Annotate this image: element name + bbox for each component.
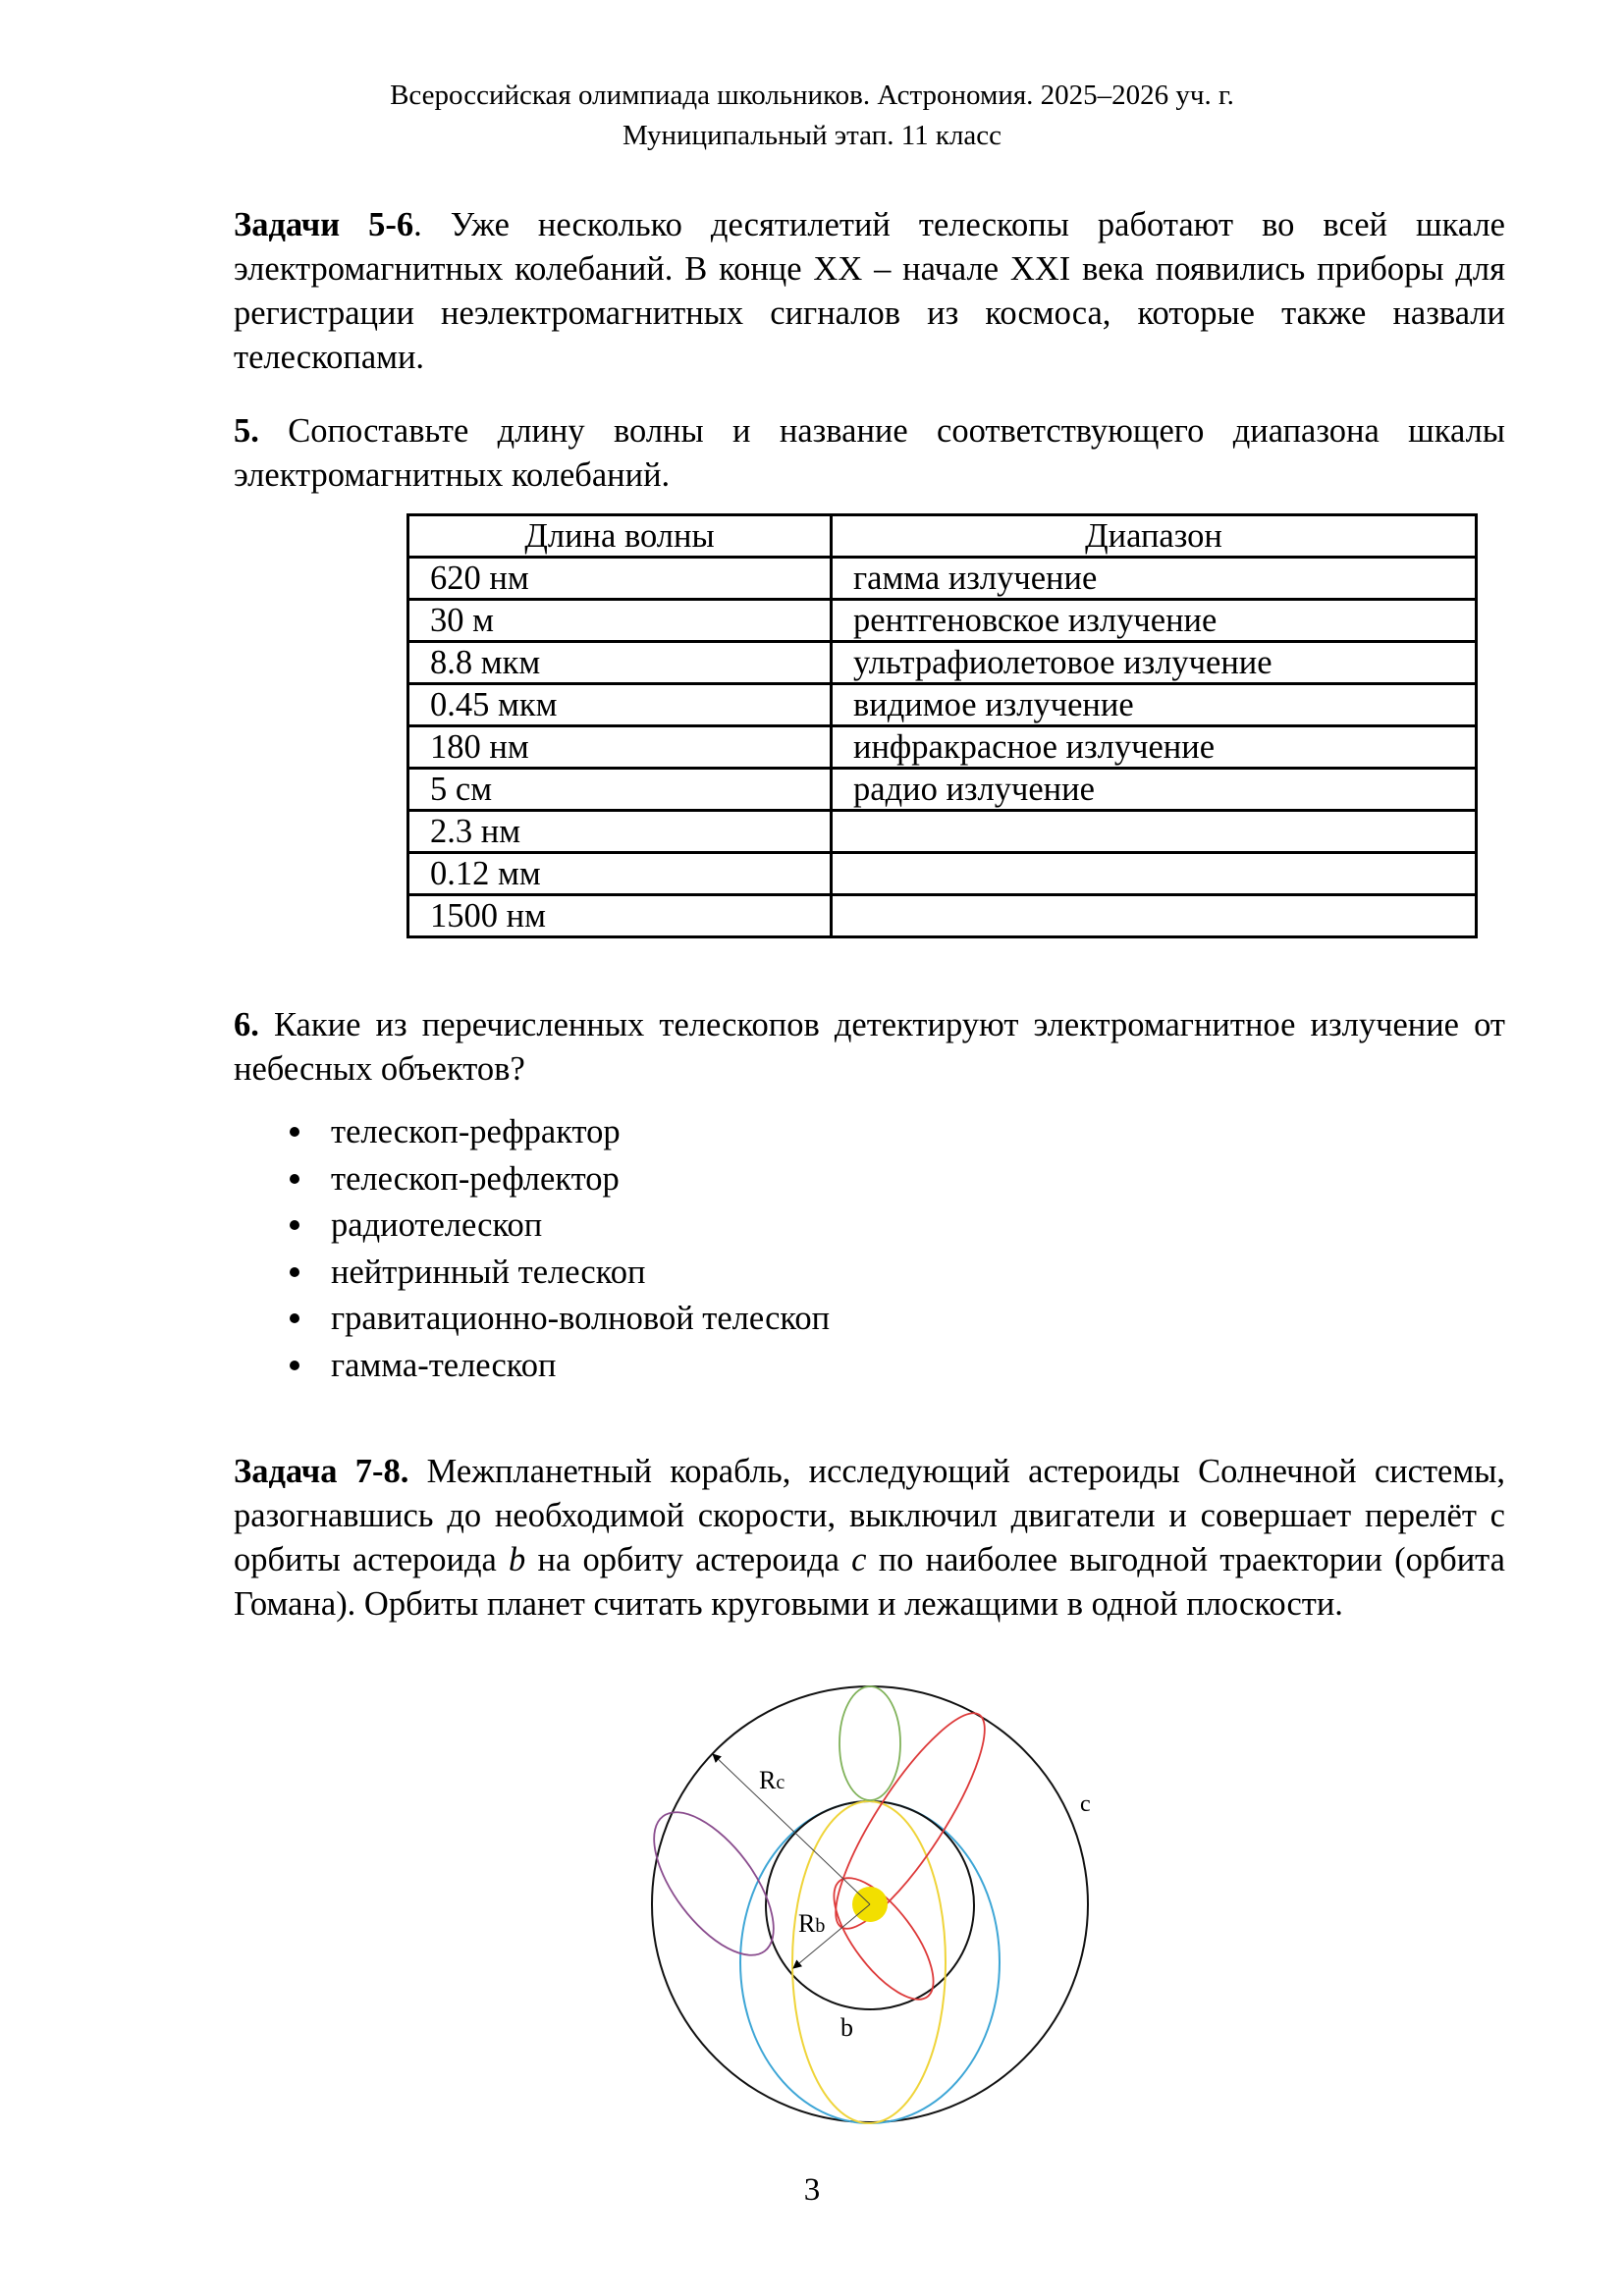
wavelength-cell: 2.3 нм: [408, 811, 832, 853]
label-rb: Rb: [798, 1909, 826, 1938]
list-item: [290, 1343, 830, 1390]
table-row: [408, 811, 1477, 853]
bullet-icon: [290, 1220, 299, 1230]
table-row: [408, 769, 1477, 811]
table-row: [408, 684, 1477, 726]
wavelength-cell: 620 нм: [408, 558, 832, 600]
wavelength-cell: 1500 нм: [408, 895, 832, 937]
list-item-label: телескоп-рефлектор: [331, 1159, 620, 1198]
list-item-label: нейтринный телескоп: [331, 1253, 646, 1291]
range-cell: рентгеновское излучение: [832, 600, 1477, 642]
list-item: [290, 1202, 830, 1250]
page-header-subtitle: Муниципальный этап. 11 класс: [622, 120, 1002, 151]
wavelength-cell: 0.45 мкм: [408, 684, 832, 726]
radius-c-arrow: [713, 1754, 870, 1904]
task-5-question: [234, 409, 1505, 498]
wavelength-table: [406, 513, 1478, 938]
range-cell: ультрафиолетовое излучение: [832, 642, 1477, 684]
green-orbit: [839, 1686, 900, 1800]
list-item-label: гравитационно-волновой телескоп: [331, 1300, 831, 1337]
table-row: [408, 642, 1477, 684]
asteroid-c-variable: c: [851, 1541, 867, 1578]
wavelength-cell: 0.12 мм: [408, 853, 832, 895]
wavelength-cell: 30 м: [408, 600, 832, 642]
task-7-8-text: на орбиту астероида: [525, 1541, 852, 1578]
table-row: [408, 726, 1477, 769]
bullet-icon: [290, 1313, 299, 1323]
blue-transfer-orbit: [740, 1801, 1000, 2123]
yellow-transfer-orbit: [792, 1801, 946, 2123]
tasks-5-6-intro: [234, 203, 1505, 380]
table-header-range: Диапазон: [832, 515, 1477, 558]
label-c: c: [1080, 1791, 1091, 1817]
list-item: [290, 1296, 830, 1343]
task-6-text: Какие из перечисленных телескопов детектируют электромагнитное излучение от небесных объектов?: [234, 1006, 1505, 1088]
task-7-8-intro: [234, 1450, 1505, 1627]
telescope-options-list: [290, 1109, 830, 1389]
list-item-label: радиотелескоп: [331, 1206, 543, 1244]
table-header-row: [408, 515, 1477, 558]
bullet-icon: [290, 1127, 299, 1137]
range-cell: [832, 895, 1477, 937]
task-6-number: 6.: [234, 1006, 259, 1043]
page-header-title: Всероссийская олимпиада школьников. Астрономия. 2025–2026 уч. г.: [390, 80, 1234, 111]
list-item: [290, 1156, 830, 1203]
table-header-wavelength: Длина волны: [408, 515, 832, 558]
red-small-orbit: [817, 1863, 951, 2014]
task-7-8-label: Задача 7-8.: [234, 1453, 409, 1490]
table-row: [408, 600, 1477, 642]
range-cell: видимое излучение: [832, 684, 1477, 726]
table-row: [408, 558, 1477, 600]
label-b: b: [840, 2013, 853, 2042]
task-7-8-text: по наиболее выгодной траектории (орбита Гомана). Орбиты планет считать круговыми и лежащими в одной плоскости.: [234, 1541, 1505, 1623]
wavelength-cell: 8.8 мкм: [408, 642, 832, 684]
table-row: [408, 853, 1477, 895]
range-cell: радио излучение: [832, 769, 1477, 811]
range-cell: [832, 811, 1477, 853]
task-5-text: Сопоставьте длину волны и название соответствующего диапазона шкалы электромагнитных колебаний.: [234, 412, 1505, 494]
range-cell: [832, 853, 1477, 895]
wavelength-cell: 180 нм: [408, 726, 832, 769]
range-cell: гамма излучение: [832, 558, 1477, 600]
tasks-5-6-label: Задачи 5-6: [234, 206, 414, 243]
page-number: 3: [803, 2172, 821, 2208]
tasks-5-6-text: . Уже несколько десятилетий телескопы работают во всей шкале электромагнитных колебаний. В конце XX – начале XXI века появились приборы для регистрации неэлектромагнитных сигналов из космоса, которые также назвали телескопами.: [234, 206, 1505, 376]
list-item-label: гамма-телескоп: [331, 1346, 557, 1384]
bullet-icon: [290, 1267, 299, 1277]
bullet-icon: [290, 1174, 299, 1184]
label-rc: Rc: [759, 1766, 785, 1794]
asteroid-b-variable: b: [509, 1541, 526, 1578]
range-cell: инфракрасное излучение: [832, 726, 1477, 769]
red-large-orbit: [813, 1696, 1007, 1945]
bullet-icon: [290, 1361, 299, 1370]
list-item: [290, 1109, 830, 1156]
task-6-question: [234, 1003, 1505, 1092]
task-5-number: 5.: [234, 412, 259, 450]
wavelength-cell: 5 см: [408, 769, 832, 811]
table-row: [408, 895, 1477, 937]
list-item-label: телескоп-рефрактор: [331, 1113, 621, 1150]
hohmann-orbit-diagram: [628, 1669, 1119, 2140]
list-item: [290, 1250, 830, 1297]
task-7-8-text: Межпланетный корабль, исследующий астероиды Солнечной системы, разогнавшись до необходимой скорости, выключил двигатели и совершает перелёт с орбиты астероида: [234, 1453, 1505, 1578]
